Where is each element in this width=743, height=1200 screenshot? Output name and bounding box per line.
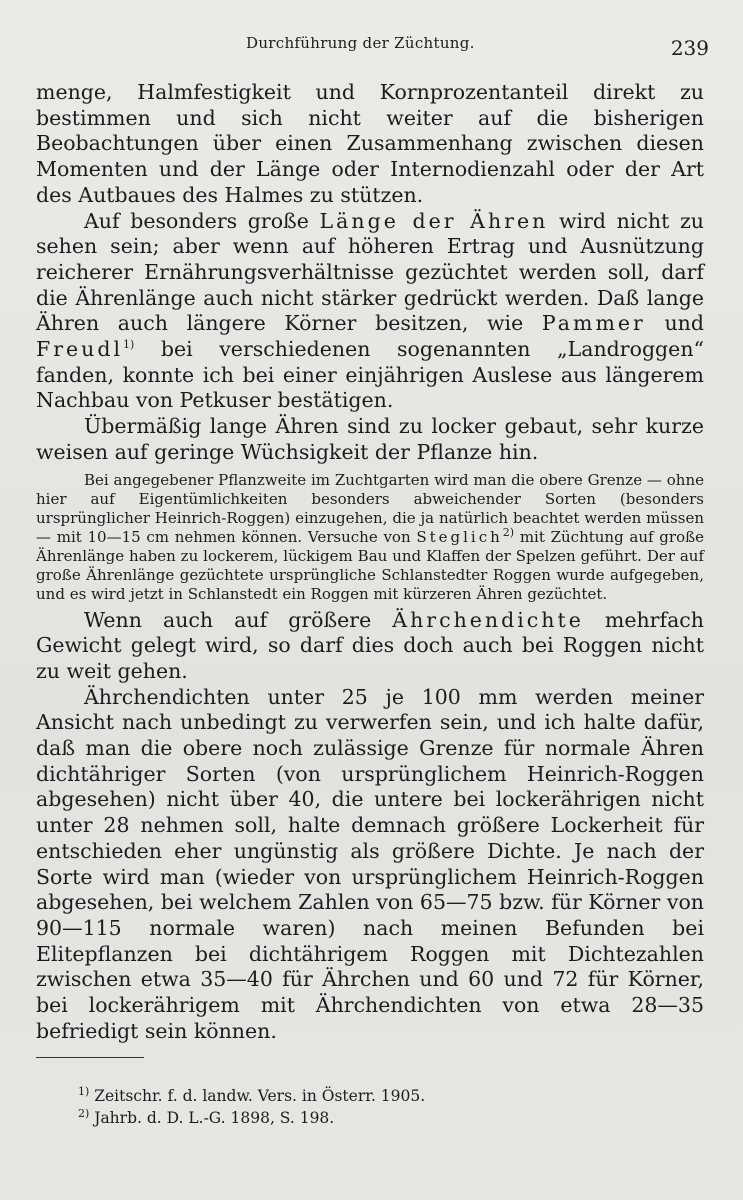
footnote-1 <box>78 1085 425 1107</box>
author-name-pammer: Pammer <box>541 311 646 336</box>
footnote-ref-2: 2) <box>502 525 515 539</box>
p2-text-b: wird nicht zu sehen sein; aber wenn auf höheren Ertrag und Ausnützung reicherer Ernährungsverhältnisse gezüchtet werden soll, darf die Ährenlänge auch nicht stärker gedrückt werden. Daß lange Ähren auch längere Körner besitzen, wie <box>36 208 704 336</box>
footnote-text: Zeitschr. f. d. landw. Vers. in Österr. 1905. <box>89 1087 426 1105</box>
footnote-divider <box>36 1057 144 1058</box>
p2-spaced-term: Länge der Ähren <box>319 208 549 233</box>
paragraph-5: Ährchendichten unter 25 je 100 mm werden meiner Ansicht nach unbedingt zu verwerfen sein, und ich halte dafür, daß man die obere noch zulässige Grenze für normale Ähren dichtähriger Sorten (von ursprünglichem Heinrich-Roggen abgesehen) nicht über 40, die untere bei lockerährigen nicht unter 28 nehmen soll, halte demnach größere Lockerheit für entschieden eher ungünstig als größere Dichte. Je nach der Sorte wird man (wieder von ursprünglichem Heinrich-Roggen abgesehen, bei welchem Zahlen von 65—75 bzw. für Körner von 90—115 normale waren) nach meinen Befunden bei Elitepflanzen bei dichtährigem Roggen mit Dichtezahlen zwischen etwa 35—40 für Ährchen und 60 und 72 für Körner, bei lockerährigem mit Ährchendichten von etwa 28—35 befriedigt sein können. <box>36 684 704 1043</box>
paragraph-3: Übermäßig lange Ähren sind zu locker gebaut, sehr kurze weisen auf geringe Wüchsigkeit der Pflanze hin. <box>36 414 704 464</box>
page-number: 239 <box>670 36 709 60</box>
paragraph-4 <box>36 608 704 685</box>
footnote-2 <box>78 1107 425 1129</box>
small-text-b: mit Züchtung auf große Ährenlänge haben zu lockerem, lückigem Bau und Klaffen der Spelzen geführt. Der auf große Ährenlänge gezüchtete ursprüngliche Schlanstedter Roggen wurde aufgegeben, und es wird jetzt in Schlanstedt ein Roggen mit kürzeren Ähren gezüchtet. <box>36 527 704 603</box>
author-name-freudl: Freudl <box>36 337 124 362</box>
author-name-steglich: Steglich <box>416 527 503 546</box>
footnote-ref-1: 1) <box>123 338 135 352</box>
small-print-paragraph <box>36 471 704 604</box>
running-head: Durchführung der Züchtung. <box>246 34 475 52</box>
paragraph-1: menge, Halmfestigkeit und Kornprozentanteil direkt zu bestimmen und sich nicht weiter auf die bisherigen Beobachtungen über einen Zusammenhang zwischen diesen Momenten und der Länge oder Internodienzahl oder der Art des Autbaues des Halmes zu stützen. <box>36 80 704 207</box>
p2-text-c: und <box>645 311 705 336</box>
p2-text-d: bei verschiedenen sogenannten „Landroggen“ fanden, konnte ich bei einer einjährigen Auslese aus längerem Nachbau von Petkuser bestätigen. <box>36 337 704 413</box>
paragraph-2 <box>36 209 704 415</box>
p4-text-b: mehrfach Gewicht gelegt wird, so darf dies doch auch bei Roggen nicht zu weit gehen. <box>36 607 704 683</box>
p4-spaced-term: Ährchendichte <box>392 607 584 632</box>
small-text-a: Bei angegebener Pflanzweite im Zuchtgarten wird man die obere Grenze — ohne hier auf Eigentümlichkeiten besonders abweichender Sorten (besonders ursprünglicher Heinrich-Roggen) einzugehen, die ja natürlich beachtet werden müssen — mit 10—15 cm nehmen können. Versuche von <box>36 470 704 546</box>
p4-text-a: Wenn auch auf größere <box>84 607 393 632</box>
footnote-text: Jahrb. d. D. L.-G. 1898, S. 198. <box>89 1109 335 1127</box>
footnote-mark: 2) <box>78 1106 90 1120</box>
footnotes <box>78 1085 425 1129</box>
footnote-mark: 1) <box>78 1084 90 1098</box>
p2-text-a: Auf besonders große <box>84 208 320 233</box>
main-text <box>36 80 704 1045</box>
